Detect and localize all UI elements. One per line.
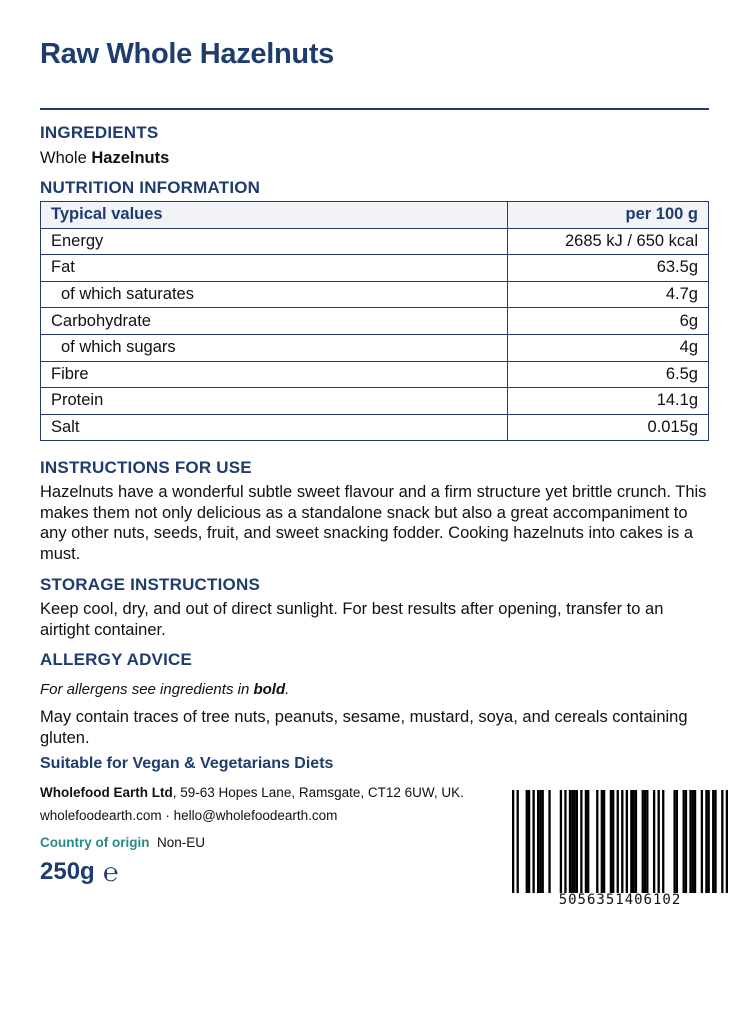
nutrition-row — [41, 334, 709, 361]
barcode-number: 5056351406102 — [558, 892, 682, 908]
allergy-text: May contain traces of tree nuts, peanuts, sesame, mustard, soya, and cereals containing gluten. — [40, 708, 688, 747]
origin-value: Non-EU — [157, 835, 206, 850]
instructions-text: Hazelnuts have a wonderful subtle sweet flavour and a firm structure yet brittle crunch. This makes them not only delicious as a standalone snack but also a great accompaniment to any other nuts, seeds, fruit, and sweet snacking fodder. Cooking hazelnuts into cakes is a must. — [40, 483, 707, 563]
barcode-bar — [685, 790, 687, 893]
barcode-bar — [573, 790, 575, 893]
nutrition-row — [41, 281, 709, 308]
nutrition-row — [41, 388, 709, 415]
ingredients-plain: Whole — [40, 149, 92, 167]
origin-label: Country of origin — [40, 835, 150, 850]
ingredients-heading: INGREDIENTS — [40, 123, 159, 142]
barcode-bar — [673, 790, 675, 893]
company-contact: wholefoodearth.com · hello@wholefoodearth.com — [40, 808, 338, 823]
barcode-bar — [548, 790, 550, 893]
barcode-bar — [694, 790, 696, 893]
barcode-bar — [701, 790, 703, 893]
barcode-bar — [689, 790, 691, 893]
barcode-bar — [576, 790, 578, 893]
barcode-bar — [676, 790, 678, 893]
nutrition-row-label: Carbohydrate — [41, 308, 508, 335]
barcode-bar — [708, 790, 710, 893]
ingredients-allergen: Hazelnuts — [91, 149, 170, 167]
barcode-bar — [658, 790, 660, 893]
nutrition-row-label: Salt — [41, 414, 508, 441]
barcode-bar — [537, 790, 539, 893]
barcode-bar — [646, 790, 648, 893]
barcode-bar — [532, 790, 534, 893]
allergy-note-bold: bold — [253, 681, 286, 698]
barcode-bar — [683, 790, 685, 893]
barcode-bar — [587, 790, 589, 893]
net-weight: 250g — [40, 858, 95, 885]
nutrition-row-value: 2685 kJ / 650 kcal — [508, 228, 709, 255]
barcode-bar — [539, 790, 541, 893]
nutrition-row-label: Fibre — [41, 361, 508, 388]
nutrition-row — [41, 228, 709, 255]
barcode-bar — [569, 790, 571, 893]
nutrition-header-label: Typical values — [41, 202, 508, 229]
barcode-bar — [512, 790, 514, 893]
nutrition-header-value: per 100 g — [508, 202, 709, 229]
nutrition-row — [41, 255, 709, 282]
barcode-bar — [601, 790, 603, 893]
company-name: Wholefood Earth Ltd — [40, 785, 173, 800]
barcode-bar — [596, 790, 598, 893]
barcode-bar — [621, 790, 623, 893]
nutrition-row-value: 6.5g — [508, 361, 709, 388]
nutrition-row-value: 4.7g — [508, 281, 709, 308]
barcode-bar — [712, 790, 714, 893]
nutrition-row — [41, 361, 709, 388]
nutrition-header-row — [41, 202, 709, 229]
barcode-bar — [721, 790, 723, 893]
barcode-bar — [662, 790, 664, 893]
barcode-icon — [512, 790, 728, 893]
storage-text: Keep cool, dry, and out of direct sunlight. For best results after opening, transfer to an airtight container. — [40, 600, 664, 639]
barcode-bar — [610, 790, 612, 893]
allergy-note — [40, 680, 715, 701]
barcode-bar — [626, 790, 628, 893]
barcode-bar — [630, 790, 632, 893]
company-address — [40, 785, 464, 800]
barcode-bar — [517, 790, 519, 893]
nutrition-table — [40, 201, 709, 441]
nutrition-row-value: 0.015g — [508, 414, 709, 441]
nutrition-row-label: Protein — [41, 388, 508, 415]
barcode-bar — [644, 790, 646, 893]
barcode-bar — [642, 790, 644, 893]
barcode-bar — [633, 790, 635, 893]
barcode-bar — [528, 790, 530, 893]
barcode-bar — [580, 790, 582, 893]
origin-line — [40, 835, 205, 850]
barcode-bar — [564, 790, 566, 893]
estimated-mark-icon: ℮ — [103, 858, 119, 888]
barcode-bar — [705, 790, 707, 893]
barcode-bar — [612, 790, 614, 893]
barcode-bar — [603, 790, 605, 893]
nutrition-row-value: 14.1g — [508, 388, 709, 415]
nutrition-heading: NUTRITION INFORMATION — [40, 178, 261, 197]
title-divider — [40, 108, 709, 110]
barcode-bar — [692, 790, 694, 893]
instructions-heading: INSTRUCTIONS FOR USE — [40, 458, 252, 477]
barcode-bar — [585, 790, 587, 893]
nutrition-row-value: 6g — [508, 308, 709, 335]
barcode-bar — [526, 790, 528, 893]
barcode-bar — [726, 790, 728, 893]
allergy-note-suffix: . — [285, 681, 290, 698]
allergy-heading: ALLERGY ADVICE — [40, 650, 193, 669]
barcode-bar — [617, 790, 619, 893]
nutrition-row-value: 63.5g — [508, 255, 709, 282]
nutrition-row-label: of which saturates — [41, 281, 508, 308]
nutrition-row — [41, 414, 709, 441]
barcode-bar — [635, 790, 637, 893]
allergy-note-prefix: For allergens see ingredients in — [40, 681, 254, 698]
barcode-bar — [560, 790, 562, 893]
nutrition-row — [41, 308, 709, 335]
company-address-text: , 59-63 Hopes Lane, Ramsgate, CT12 6UW, UK. — [172, 785, 464, 800]
product-title: Raw Whole Hazelnuts — [40, 38, 334, 70]
barcode-bar — [714, 790, 716, 893]
barcode-bar — [653, 790, 655, 893]
barcode-bar — [542, 790, 544, 893]
nutrition-row-label: Fat — [41, 255, 508, 282]
nutrition-row-label: Energy — [41, 228, 508, 255]
nutrition-row-value: 4g — [508, 334, 709, 361]
suitable-badge: Suitable for Vegan & Vegetarians Diets — [40, 755, 334, 772]
storage-heading: STORAGE INSTRUCTIONS — [40, 575, 260, 594]
barcode-bar — [571, 790, 573, 893]
nutrition-row-label: of which sugars — [41, 334, 508, 361]
ingredients-text — [40, 148, 715, 169]
